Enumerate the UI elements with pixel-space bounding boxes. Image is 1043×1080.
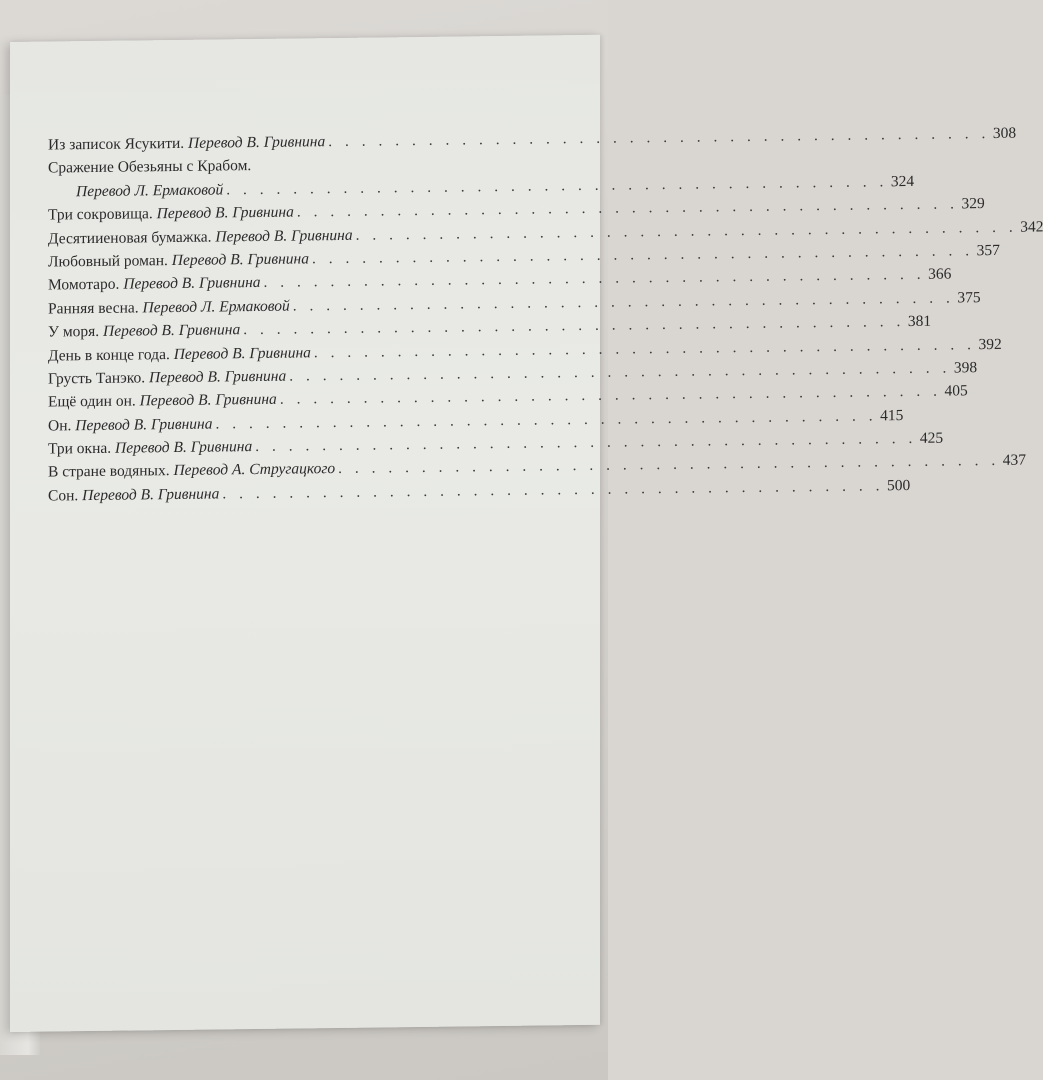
toc-translator: Перевод В. Гривнина [75, 415, 213, 434]
toc-translator: Перевод В. Гривнина [149, 367, 287, 387]
toc-translator: Перевод В. Гривнина [139, 391, 277, 410]
toc-title: У моря. [48, 323, 100, 341]
toc-entry [48, 476, 911, 511]
toc-title: Из записок Ясукити. [48, 134, 185, 154]
dot-leader: . . . . . . . . . . . . . . . . . . . . . . . . . . . . . . . . . . . . . . . . [263, 266, 926, 292]
dot-leader: . . . . . . . . . . . . . . . . . . . . . . . . . . . . . . . . . . . . . . . . [215, 407, 878, 433]
dot-leader: . . . . . . . . . . . . . . . . . . . . . . . . . . . . . . . . . . . . . . . . [338, 452, 1000, 478]
toc-page-number: 500 [886, 476, 911, 495]
toc-page-number: 425 [919, 429, 944, 447]
dot-leader: . . . . . . . . . . . . . . . . . . . . . . . . . . . . . . . . . . . . . . . . [355, 218, 1018, 244]
toc-title: Сражение Обезьяны с Крабом. [48, 157, 252, 177]
toc-translator: Перевод В. Гривнина [123, 274, 261, 293]
toc-page-number: 398 [953, 359, 978, 377]
toc-translator: Перевод А. Стругацкого [173, 460, 336, 480]
toc-title: Три окна. [48, 439, 112, 458]
toc-page-number: 375 [957, 288, 981, 307]
toc-translator: Перевод Л. Ермаковой [142, 297, 290, 317]
toc-page-number: 381 [907, 312, 932, 331]
toc-title: Момотаро. [48, 276, 120, 294]
dot-leader: . . . . . . . . . . . . . . . . . . . . . . . . . . . . . . . . . . . . . . . . [243, 313, 905, 339]
toc-page-number: 437 [1002, 452, 1026, 470]
dot-leader: . . . . . . . . . . . . . . . . . . . . . . . . . . . . . . . . . . . . . . . . [279, 382, 942, 409]
toc-translator: Перевод Л. Ермаковой [76, 181, 224, 200]
toc-translator: Перевод В. Гривнина [156, 203, 294, 223]
toc-page-number: 405 [944, 382, 968, 400]
toc-page-number: 392 [978, 335, 1002, 353]
toc-title: В стране водяных. [48, 462, 170, 482]
dot-leader: . . . . . . . . . . . . . . . . . . . . . . . . . . . . . . . . . . . . . . . . [255, 429, 917, 456]
toc-translator: Перевод В. Гривнина [215, 226, 353, 246]
toc-translator: Перевод В. Гривнина [171, 250, 309, 269]
toc-page-number: 308 [992, 124, 1017, 142]
toc-title: Любовный роман. [48, 252, 168, 271]
dot-leader: . . . . . . . . . . . . . . . . . . . . . . . . . . . . . . . . . . . . . . . . [311, 242, 974, 268]
toc-page-number: 329 [961, 195, 985, 213]
toc-translator: Перевод В. Гривнина [103, 321, 241, 340]
toc-page-number: 324 [890, 172, 915, 191]
table-of-contents [48, 124, 1043, 511]
toc-title: Три сокровища. [48, 205, 153, 224]
toc-title: Ранняя весна. [48, 299, 139, 318]
toc-page-number: 357 [976, 241, 1000, 260]
dot-leader: . . . . . . . . . . . . . . . . . . . . . . . . . . . . . . . . . . . . . . . . [328, 125, 990, 151]
toc-title: Сон. [48, 487, 79, 505]
dot-leader: . . . . . . . . . . . . . . . . . . . . . . . . . . . . . . . . . . . . . . . . [313, 335, 976, 361]
toc-page-number: 366 [928, 265, 952, 284]
toc-translator: Перевод В. Гривнина [173, 343, 311, 363]
toc-title: Ещё один он. [48, 392, 136, 411]
dot-leader: . . . . . . . . . . . . . . . . . . . . . . . . . . . . . . . . . . . . . . . . [226, 173, 888, 199]
toc-title: Он. [48, 416, 72, 435]
toc-title: Грусть Танэко. [48, 369, 146, 388]
toc-title: Десятииеновая бумажка. [48, 228, 212, 248]
toc-translator: Перевод В. Гривнина [115, 438, 253, 457]
toc-translator: Перевод В. Гривнина [82, 485, 220, 504]
dot-leader: . . . . . . . . . . . . . . . . . . . . . . . . . . . . . . . . . . . . . . . . [296, 195, 959, 221]
dot-leader: . . . . . . . . . . . . . . . . . . . . . . . . . . . . . . . . . . . . . . . . [222, 477, 884, 503]
dot-leader: . . . . . . . . . . . . . . . . . . . . . . . . . . . . . . . . . . . . . . . . [289, 359, 951, 385]
toc-translator: Перевод В. Гривнина [188, 133, 326, 152]
toc-page-number: 342 [1020, 217, 1043, 236]
dot-leader: . . . . . . . . . . . . . . . . . . . . . . . . . . . . . . . . . . . . . . . . [292, 289, 955, 315]
book-page [10, 35, 1043, 1032]
toc-title: День в конце года. [48, 345, 170, 365]
toc-page-number: 415 [880, 406, 904, 425]
